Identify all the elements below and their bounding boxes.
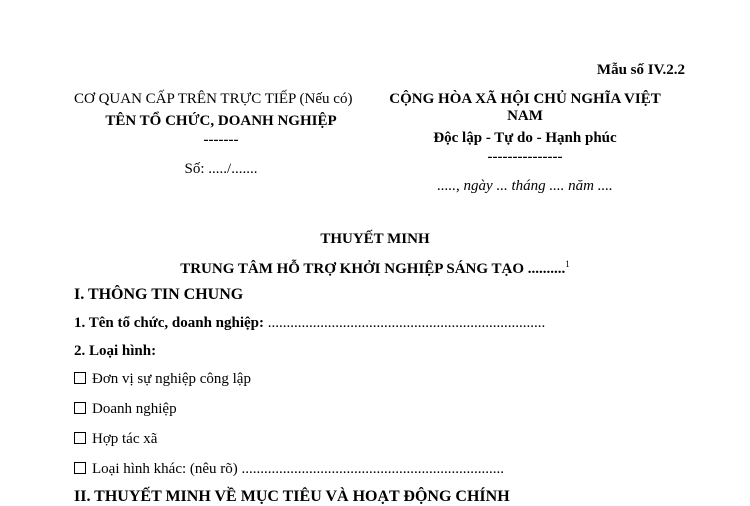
section-2-heading: II. THUYẾT MINH VỀ MỤC TIÊU VÀ HOẠT ĐỘNG CHÍNH (74, 488, 510, 505)
org-name-blank: .......................................................................... (267, 315, 546, 331)
option-label: Loại hình khác: (nêu rõ) ...................................................................... (92, 461, 505, 477)
header-left-divider: ------- (203, 132, 239, 148)
header-right (370, 91, 680, 195)
option-label: Đơn vị sự nghiệp công lập (92, 371, 251, 387)
subtitle-text: TRUNG TÂM HỖ TRỢ KHỞI NGHIỆP SÁNG TẠO .......... (180, 261, 566, 277)
checkbox-icon[interactable] (74, 432, 86, 444)
form-number: Mẫu số IV.2.2 (596, 62, 685, 78)
option-label: Hợp tác xã (92, 431, 158, 447)
national-motto: Độc lập - Tự do - Hạnh phúc (433, 130, 617, 146)
option-other (74, 461, 504, 478)
checkbox-icon[interactable] (74, 462, 86, 474)
header-right-divider: --------------- (487, 149, 563, 165)
section-1-heading: I. THÔNG TIN CHUNG (74, 286, 244, 303)
document-date: ....., ngày ... tháng .... năm .... (437, 178, 613, 194)
option-label: Doanh nghiệp (92, 401, 177, 417)
footnote-marker: 1 (565, 259, 570, 269)
superior-agency: CƠ QUAN CẤP TRÊN TRỰC TIẾP (Nếu có) (74, 91, 353, 107)
org-name-field (74, 315, 545, 332)
document-title: THUYẾT MINH (320, 231, 430, 247)
option-enterprise (74, 401, 177, 418)
option-public-unit (74, 371, 251, 388)
org-name-label: 1. Tên tổ chức, doanh nghiệp: (74, 315, 265, 331)
document-subtitle (0, 259, 750, 278)
checkbox-icon[interactable] (74, 372, 86, 384)
checkbox-icon[interactable] (74, 402, 86, 414)
option-cooperative (74, 431, 157, 448)
type-label: 2. Loại hình: (74, 343, 157, 359)
header-left (62, 91, 380, 178)
document-number: Số: ...../....... (184, 161, 258, 177)
organization-name: TÊN TỔ CHỨC, DOANH NGHIỆP (105, 113, 337, 129)
national-title: CỘNG HÒA XÃ HỘI CHỦ NGHĨA VIỆT NAM (389, 91, 661, 124)
